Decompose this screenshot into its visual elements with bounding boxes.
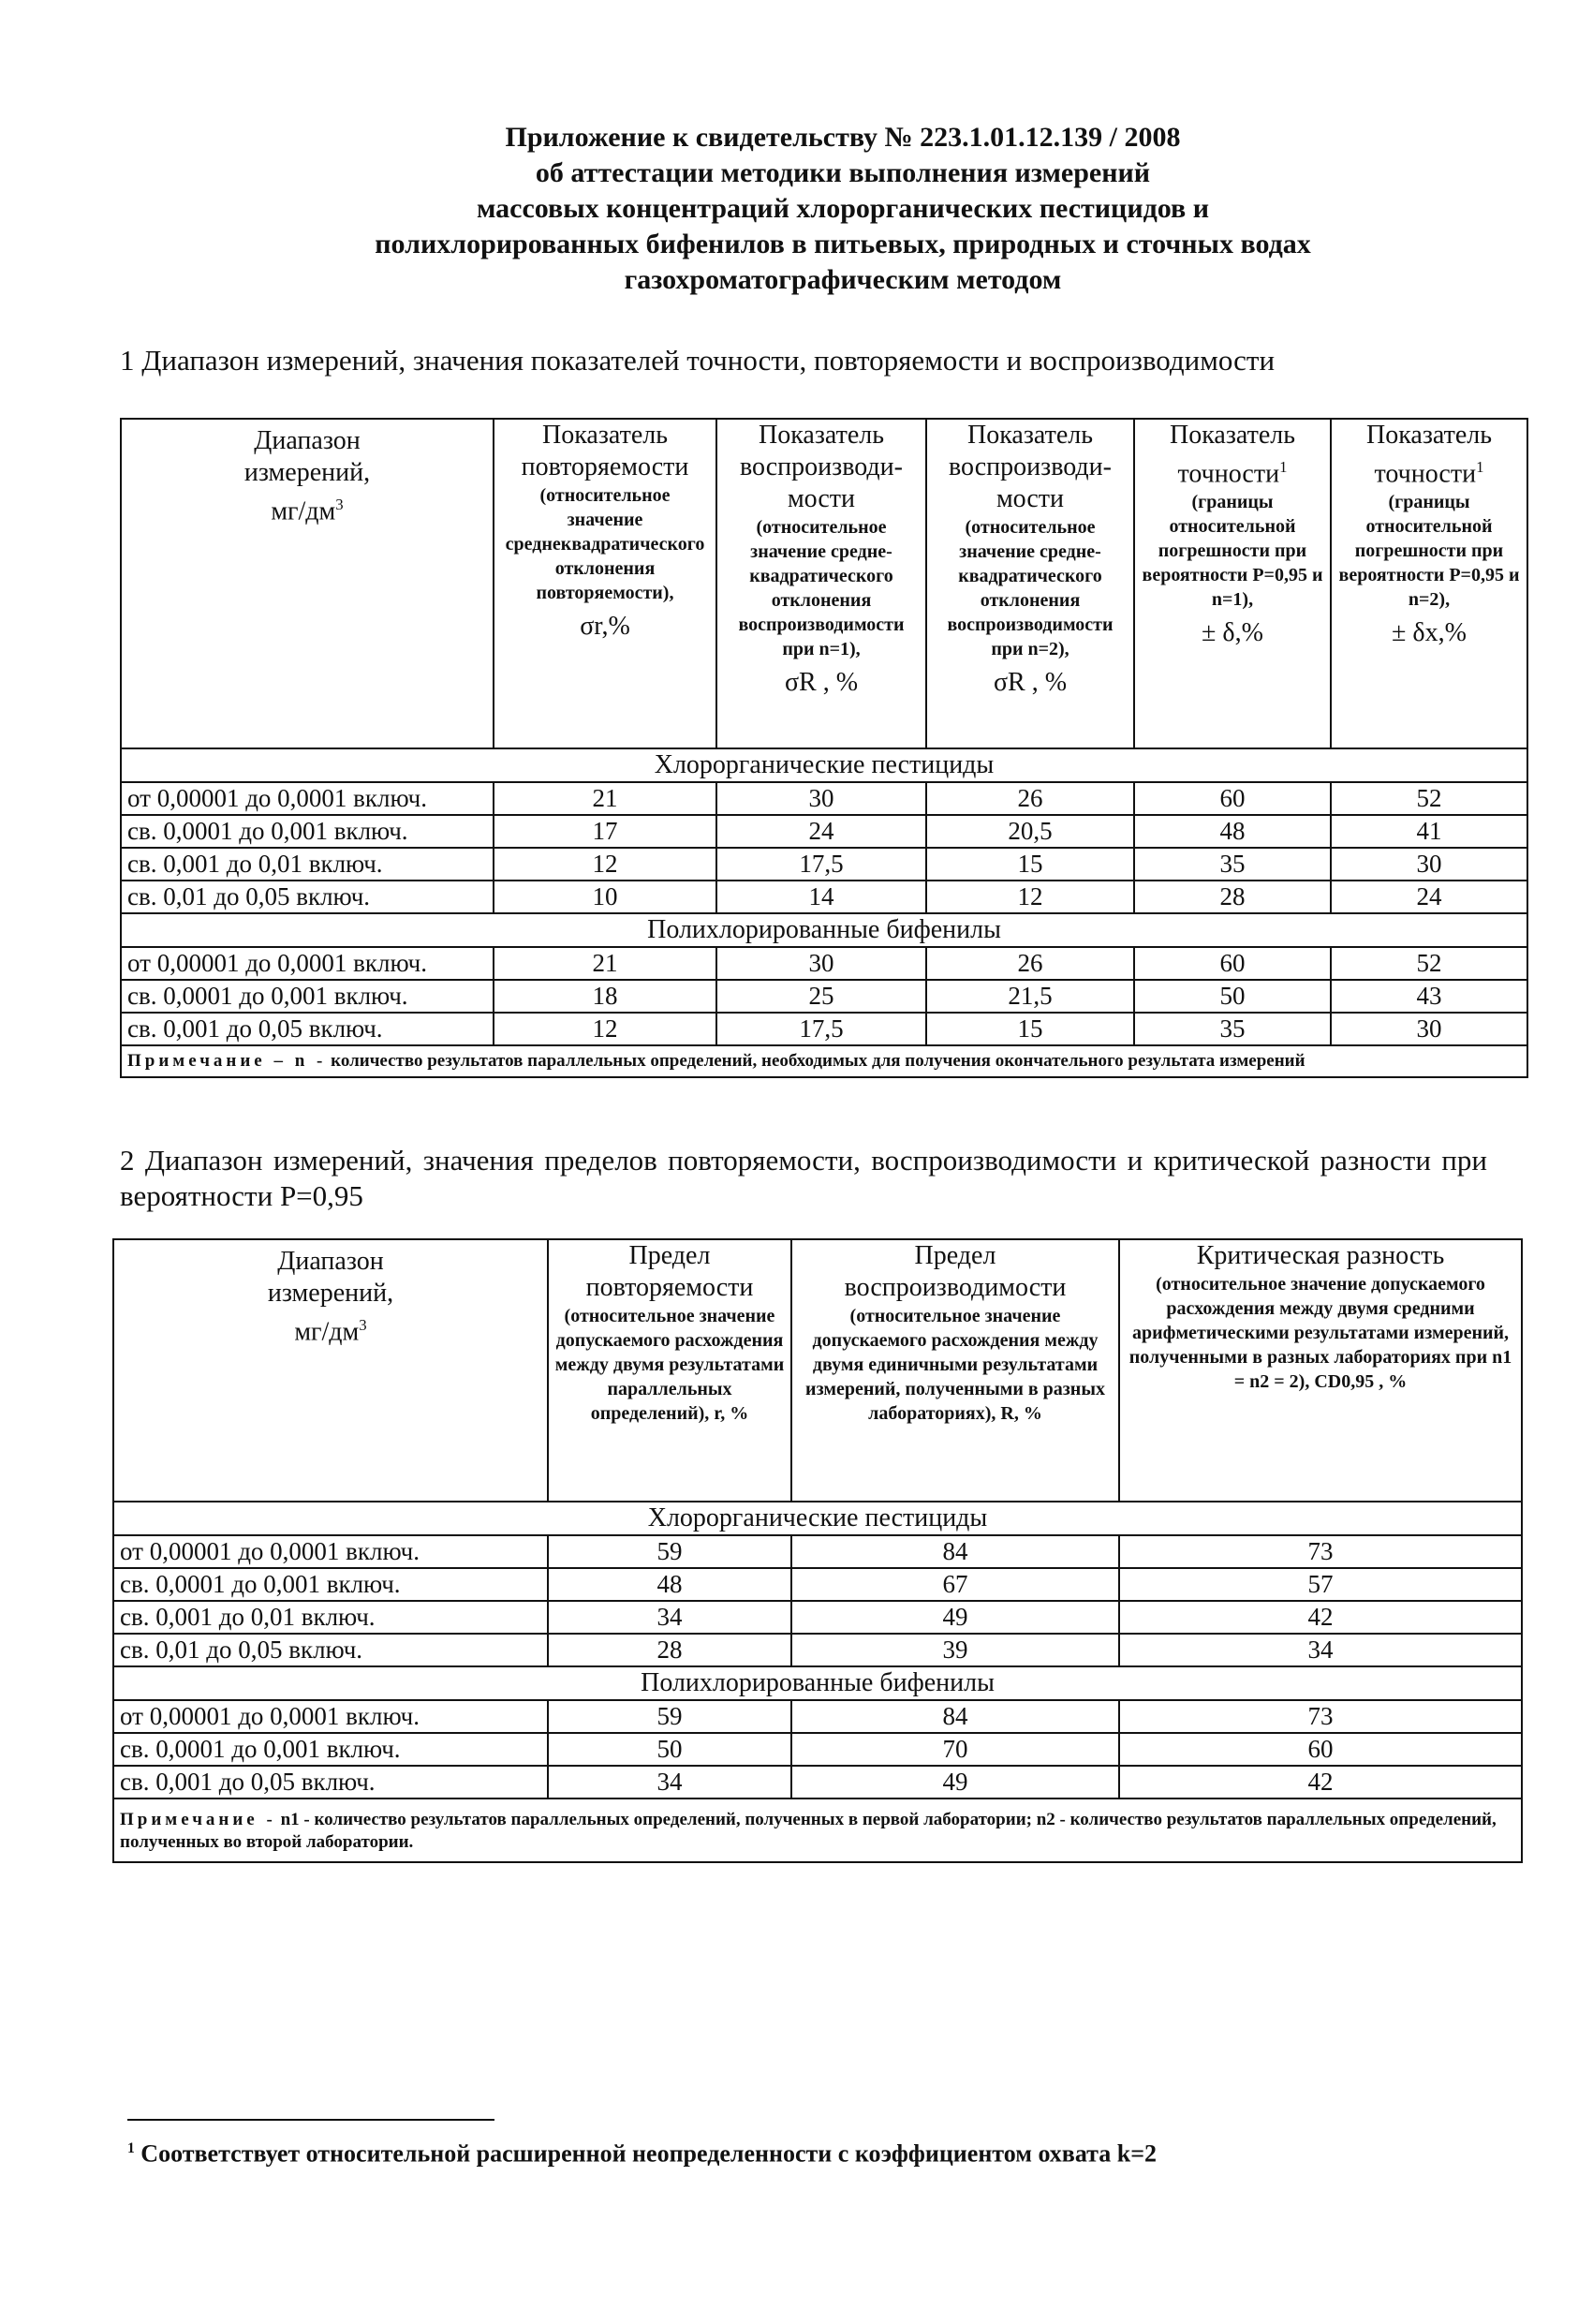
value-cell: 34 [548,1766,791,1799]
table-row [121,947,1527,980]
table-row [113,1733,1522,1766]
table-row [113,1535,1522,1568]
value-cell: 60 [1119,1733,1522,1766]
range-cell: св. 0,001 до 0,05 включ. [113,1766,548,1799]
group-label: Полихлорированные бифенилы [121,913,1527,947]
value-cell: 21,5 [926,980,1134,1013]
value-cell: 17,5 [716,848,926,881]
value-cell: 35 [1134,1013,1331,1045]
table-note [113,1799,1522,1862]
value-cell: 30 [1331,1013,1527,1045]
group-row [121,748,1527,782]
header-note: (относительное значение допускаемого расхождения между двумя результатами параллельных определений), r, % [554,1306,785,1424]
unit-exponent: 3 [335,496,344,513]
value-cell: 59 [548,1535,791,1568]
group-label: Хлорорганические пестициды [113,1502,1522,1535]
table-row [121,980,1527,1013]
value-cell: 28 [1134,881,1331,913]
value-cell: 42 [1119,1601,1522,1634]
value-cell: 18 [494,980,716,1013]
value-cell: 50 [1134,980,1331,1013]
value-cell: 84 [791,1700,1119,1733]
header-symbol: ± δ,% [1202,618,1263,648]
footnote [127,2134,1157,2169]
value-cell: 12 [494,848,716,881]
value-cell: 49 [791,1766,1119,1799]
value-cell: 12 [494,1013,716,1045]
header-note: (границы относительной погрешности при вероятности P=0,95 и n=2), [1338,492,1520,611]
header-text: повторяемости [585,1273,754,1302]
header-text: воспроизводимости [844,1273,1067,1302]
header-accuracy-n1 [1134,419,1331,748]
header-text: Предел [628,1241,711,1270]
value-cell: 35 [1134,848,1331,881]
header-text: мг/дм [271,496,336,526]
value-cell: 17 [494,815,716,848]
value-cell: 52 [1331,947,1527,980]
table-header-row [121,419,1527,748]
table-note [121,1045,1527,1077]
header-text: Показатель [759,421,884,450]
value-cell: 28 [548,1634,791,1666]
header-text: воспроизводи- [740,452,903,481]
value-cell: 39 [791,1634,1119,1666]
header-range [113,1239,548,1502]
footnote-marker: 1 [127,2140,135,2156]
value-cell: 10 [494,881,716,913]
value-cell: 41 [1331,815,1527,848]
range-cell: св. 0,001 до 0,05 включ. [121,1013,494,1045]
value-cell: 60 [1134,947,1331,980]
value-cell: 52 [1331,782,1527,815]
range-cell: от 0,00001 до 0,0001 включ. [113,1535,548,1568]
value-cell: 26 [926,782,1134,815]
header-note: (относительное значение допускаемого расхождения между двумя единичными результатами измерений, полученными в разных лабораториях), R, % [805,1306,1105,1424]
value-cell: 20,5 [926,815,1134,848]
value-cell: 25 [716,980,926,1013]
header-text: Диапазон [254,426,361,455]
document-title [187,120,1498,298]
value-cell: 43 [1331,980,1527,1013]
value-cell: 73 [1119,1535,1522,1568]
value-cell: 67 [791,1568,1119,1601]
table-note-row [121,1045,1527,1077]
section-2-heading: 2 Диапазон измерений, значения пределов повторяемости, воспроизводимости и критической разности при вероятности P=0,95 [120,1144,1487,1212]
header-symbol: ± δx,% [1392,618,1467,648]
header-repeatability-limit [548,1239,791,1502]
header-note: (относительное значение средне-квадратического отклонения воспроизводимости при n=1), [738,517,905,659]
limits-table [112,1238,1523,1863]
unit-exponent: 3 [359,1316,367,1334]
group-label: Полихлорированные бифенилы [113,1666,1522,1700]
range-cell: св. 0,001 до 0,01 включ. [121,848,494,881]
table-row [121,848,1527,881]
header-note: (относительное значение среднеквадратического отклонения повторяемости), [505,485,705,603]
table-row [113,1568,1522,1601]
header-text: Показатель [1366,421,1492,450]
header-text: воспроизводи- [949,452,1112,481]
value-cell: 70 [791,1733,1119,1766]
table-row [113,1634,1522,1666]
header-note: (относительное значение средне-квадратического отклонения воспроизводимости при n=2), [947,517,1114,659]
value-cell: 73 [1119,1700,1522,1733]
value-cell: 15 [926,1013,1134,1045]
table-row [113,1766,1522,1799]
title-line: массовых концентраций хлорорганических пестицидов и [476,193,1210,224]
header-text: мг/дм [294,1317,360,1347]
header-text: повторяемости [521,452,689,481]
table-row [121,815,1527,848]
table-row [113,1601,1522,1634]
note-prefix: Примечание – n - [127,1051,327,1071]
table-note-row [113,1799,1522,1862]
table-row [121,881,1527,913]
value-cell: 21 [494,782,716,815]
range-cell: св. 0,0001 до 0,001 включ. [121,980,494,1013]
footnote-divider [127,2119,494,2121]
header-reproducibility-limit [791,1239,1119,1502]
header-text: точности [1374,459,1477,489]
header-symbol: σR , % [784,668,859,697]
value-cell: 17,5 [716,1013,926,1045]
value-cell: 60 [1134,782,1331,815]
value-cell: 21 [494,947,716,980]
range-cell: св. 0,001 до 0,01 включ. [113,1601,548,1634]
note-prefix: Примечание - [120,1810,276,1829]
header-repeatability [494,419,716,748]
value-cell: 30 [1331,848,1527,881]
group-row [113,1666,1522,1700]
precision-table [120,418,1528,1078]
range-cell: св. 0,0001 до 0,001 включ. [113,1733,548,1766]
header-symbol: σR , % [993,668,1068,697]
range-cell: от 0,00001 до 0,0001 включ. [121,947,494,980]
value-cell: 12 [926,881,1134,913]
header-accuracy-n2 [1331,419,1527,748]
range-cell: от 0,00001 до 0,0001 включ. [121,782,494,815]
header-range [121,419,494,748]
title-line: газохроматографическим методом [624,264,1062,295]
table-header-row [113,1239,1522,1502]
value-cell: 24 [1331,881,1527,913]
group-row [113,1502,1522,1535]
footnote-ref: 1 [1476,458,1484,476]
table-row [121,782,1527,815]
value-cell: 34 [548,1601,791,1634]
header-text: точности [1177,459,1280,489]
header-text-wrap [1141,451,1324,490]
value-cell: 26 [926,947,1134,980]
value-cell: 57 [1119,1568,1522,1601]
range-cell: от 0,00001 до 0,0001 включ. [113,1700,548,1733]
section-1-heading: 1 Диапазон измерений, значения показателей точности, повторяемости и воспроизводимости [120,344,1276,377]
group-label: Хлорорганические пестициды [121,748,1527,782]
header-text: Диапазон [277,1247,384,1276]
header-text: мости [996,484,1065,513]
value-cell: 24 [716,815,926,848]
table-row [113,1700,1522,1733]
header-text: Показатель [967,421,1093,450]
title-line: полихлорированных бифенилов в питьевых, природных и сточных водах [375,229,1311,259]
header-reproducibility-n2 [926,419,1134,748]
value-cell: 15 [926,848,1134,881]
header-symbol: σr,% [580,612,630,641]
value-cell: 48 [1134,815,1331,848]
header-note: (относительное значение допускаемого расхождения между двумя средними арифметическими результатами измерений, полученными в разных лабораториях при n1 = n2 = 2), CD0,95 , % [1128,1274,1512,1392]
footnote-ref: 1 [1279,458,1288,476]
header-text: Критическая разность [1196,1241,1445,1270]
range-cell: св. 0,01 до 0,05 включ. [121,881,494,913]
header-text: измерений, [243,458,371,487]
table-row [121,1013,1527,1045]
note-text: n1 - количество результатов параллельных определений, полученных в первой лаборатории; n2 - количество результатов параллельных определений, полученных во второй лаборатории. [120,1810,1497,1852]
header-text: Показатель [542,421,668,450]
header-text: измерений, [267,1279,394,1308]
title-line: Приложение к свидетельству № 223.1.01.12.139 / 2008 [505,122,1181,153]
header-note: (границы относительной погрешности при вероятности P=0,95 и n=1), [1142,492,1323,611]
footnote-text: Соответствует относительной расширенной неопределенности с коэффициентом охвата k=2 [140,2139,1158,2168]
value-cell: 48 [548,1568,791,1601]
header-text-wrap [1337,451,1521,490]
header-text: мости [787,484,856,513]
value-cell: 30 [716,782,926,815]
value-cell: 34 [1119,1634,1522,1666]
note-text: количество результатов параллельных определений, необходимых для получения окончательного результата измерений [331,1051,1305,1071]
header-reproducibility-n1 [716,419,926,748]
header-text: Предел [914,1241,996,1270]
header-text: Показатель [1170,421,1295,450]
range-cell: св. 0,0001 до 0,001 включ. [121,815,494,848]
range-cell: св. 0,0001 до 0,001 включ. [113,1568,548,1601]
group-row [121,913,1527,947]
value-cell: 49 [791,1601,1119,1634]
value-cell: 50 [548,1733,791,1766]
title-line: об аттестации методики выполнения измерений [535,157,1151,188]
value-cell: 84 [791,1535,1119,1568]
header-critical-difference [1119,1239,1522,1502]
value-cell: 59 [548,1700,791,1733]
value-cell: 30 [716,947,926,980]
range-cell: св. 0,01 до 0,05 включ. [113,1634,548,1666]
value-cell: 42 [1119,1766,1522,1799]
value-cell: 14 [716,881,926,913]
